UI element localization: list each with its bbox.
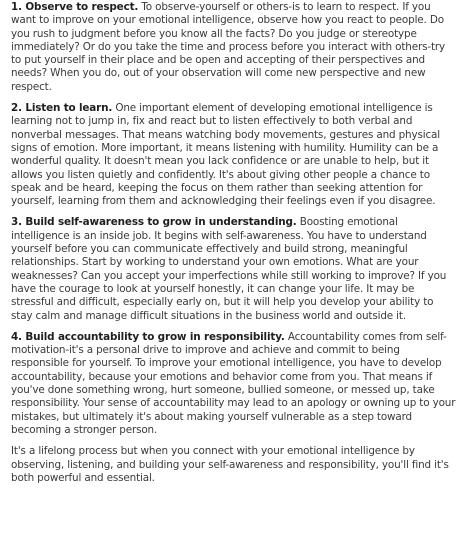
section-text: Boosting emotional intelligence is an inside job. It begins with self-awareness. You have to understand yourself before you can communicate effectively and build strong, meaningful relationships. Start by working to understand your own emotions. What are your weaknesses? Can you accept your imperfections while still working to improve? If you have the courage to look at yourself honestly, it can change your life. It may be stressful and difficult, especially early on, but it will help you develop your ability to stay calm and manage difficult situations in the business world and outside it.	[11, 216, 447, 322]
section-heading: 4. Build accountability to grow in responsibility.	[11, 330, 285, 343]
closing-paragraph: It's a lifelong process but when you connect with your emotional intelligence by observing, listening, and building your self-awareness and responsibility, you'll find it's both powerful and essential.	[11, 445, 449, 484]
section-heading: 1. Observe to respect.	[11, 1, 139, 13]
section-heading: 3. Build self-awareness to grow in understanding.	[11, 216, 297, 229]
section-build-accountability	[11, 331, 457, 437]
section-observe-to-respect	[11, 1, 457, 94]
section-heading: 2. Listen to learn.	[11, 102, 113, 115]
article-body	[11, 0, 457, 493]
section-text: To observe-yourself or others-is to learn to respect. If you want to improve on your emotional intelligence, observe how you react to people. Do you rush to judgment before you know all the facts? Do you judge or stereotype immediately? Or do you take the time and process before you interact with others-try to put yourself in their place and be open and accepting of their perspectives and needs? When you do, out of your observation will come new perspective and new respect.	[11, 1, 445, 93]
section-text: One important element of developing emotional intelligence is learning not to jump in, fix and react but to listen effectively to both verbal and nonverbal messages. That means watching body movements, gestures and physical signs of emotion. More important, it means listening with humility. Humility can be a wonderful quality. It doesn't mean you lack confidence or are unable to help, but it allows you listen quietly and confidently. It's about giving other people a chance to speak and be heard, keeping the focus on them rather than seeking attention for yourself, learning from them and acknowledging their feelings even if you disagree.	[11, 102, 441, 208]
section-build-self-awareness	[11, 216, 457, 322]
section-text: Accountability comes from self-motivation-it's a personal drive to improve and achieve and commit to being responsible for yourself. To improve your emotional intelligence, you have to develop accountability, because your emotions and behavior come from you. That means if you've done something wrong, hurt someone, bullied someone, or messed up, take responsibility. Your sense of accountability may lead to an apology or owning up to your mistakes, but ultimately it's about making yourself vulnerable as a step toward becoming a stronger person.	[11, 330, 456, 436]
section-listen-to-learn	[11, 102, 457, 208]
